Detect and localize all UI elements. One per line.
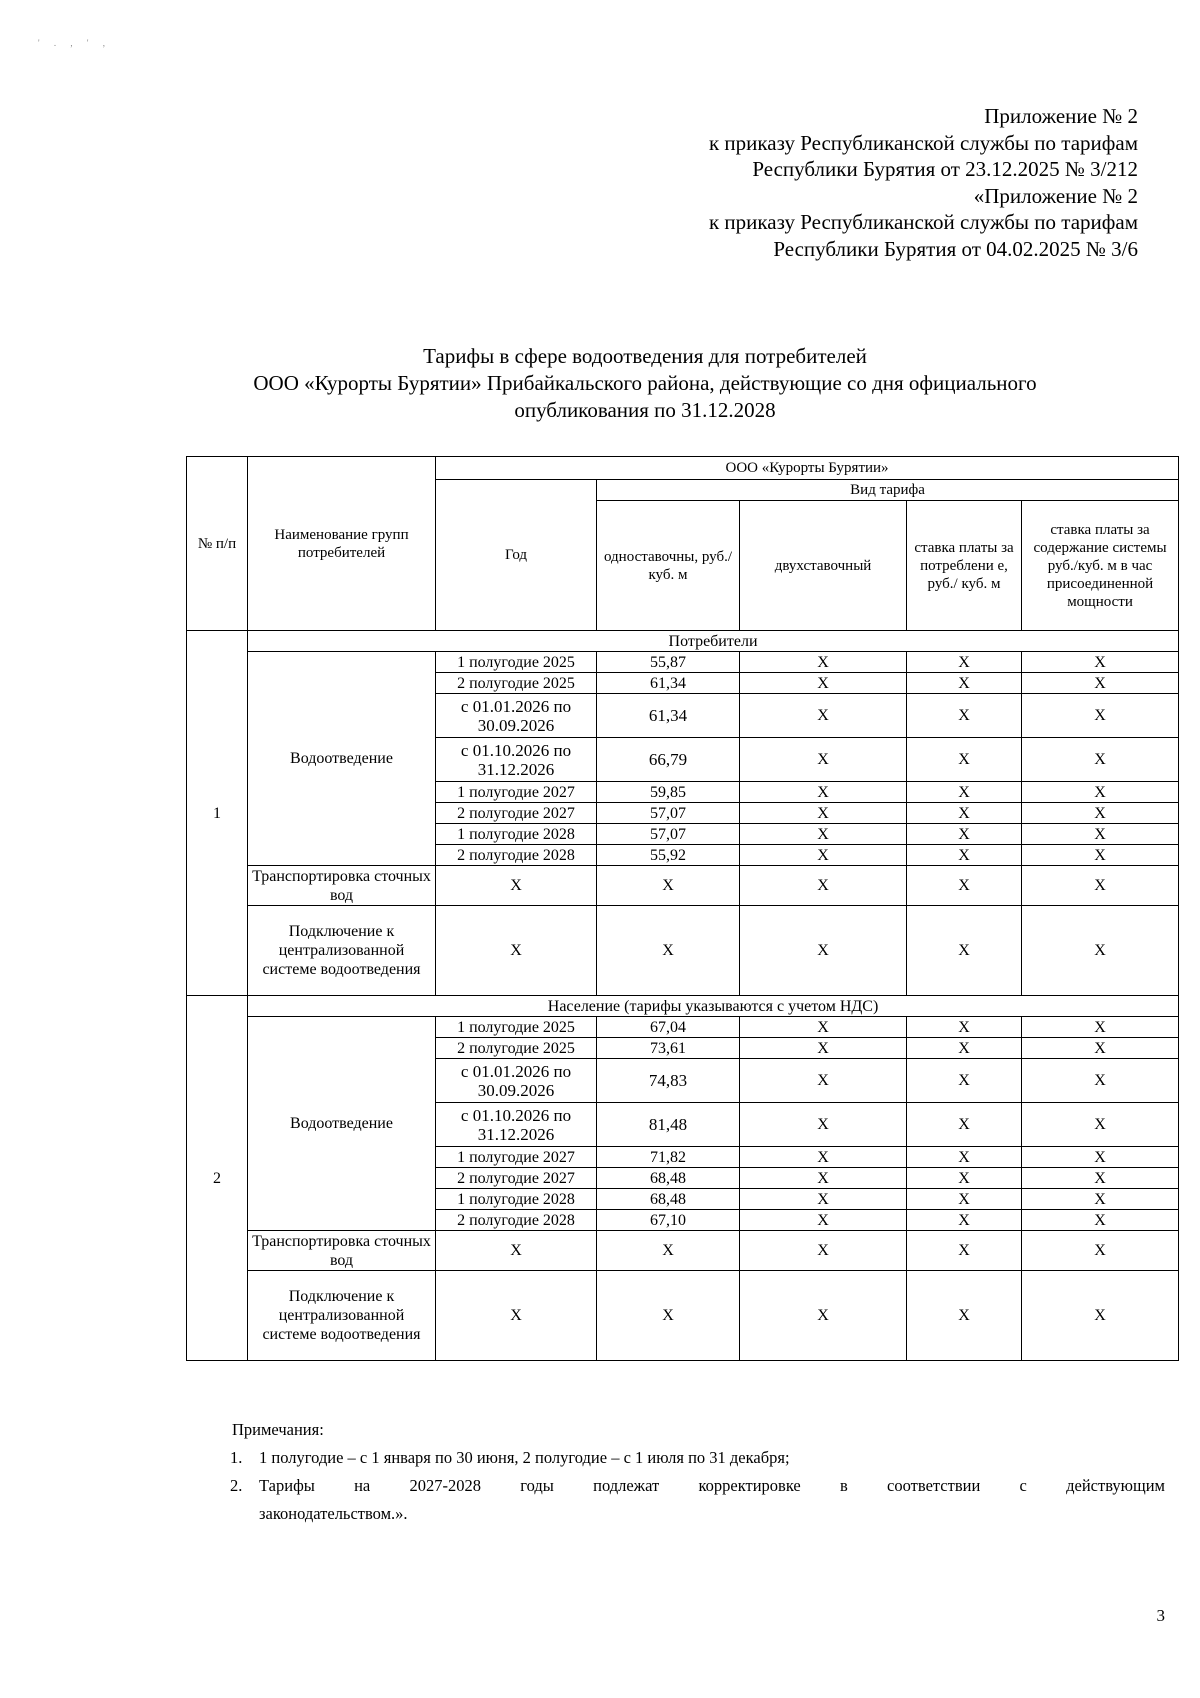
maintenance-rate-cell: X [1022, 1231, 1179, 1271]
two-rate-cell: X [740, 845, 907, 866]
two-rate-cell: X [740, 652, 907, 673]
header-year: Год [436, 480, 597, 631]
year-cell: X [436, 906, 597, 996]
period-cell: 1 полугодие 2025 [436, 652, 597, 673]
single-rate-cell: 81,48 [597, 1103, 740, 1147]
maintenance-rate-cell: X [1022, 1271, 1179, 1361]
section-number: 1 [187, 631, 248, 996]
two-rate-cell: X [740, 866, 907, 906]
maintenance-rate-cell: X [1022, 1038, 1179, 1059]
period-cell: 2 полугодие 2027 [436, 1168, 597, 1189]
period-cell: 2 полугодие 2028 [436, 1210, 597, 1231]
period-cell: 1 полугодие 2027 [436, 782, 597, 803]
header-single-rate: одноставочны, руб./ куб. м [597, 501, 740, 631]
single-rate-cell: 61,34 [597, 673, 740, 694]
period-cell: 1 полугодие 2028 [436, 824, 597, 845]
period-cell: с 01.10.2026 по 31.12.2026 [436, 1103, 597, 1147]
notes [230, 1416, 1165, 1528]
header-line: Республики Бурятия от 23.12.2025 № 3/212 [752, 157, 1138, 181]
maintenance-rate-cell: X [1022, 1059, 1179, 1103]
two-rate-cell: X [740, 1189, 907, 1210]
page-number: 3 [1156, 1606, 1165, 1625]
period-cell: 1 полугодие 2027 [436, 1147, 597, 1168]
single-rate-cell: X [597, 866, 740, 906]
consumption-rate-cell: X [907, 1168, 1022, 1189]
two-rate-cell: X [740, 1103, 907, 1147]
consumption-rate-cell: X [907, 694, 1022, 738]
period-cell: 2 полугодие 2027 [436, 803, 597, 824]
two-rate-cell: X [740, 1017, 907, 1038]
two-rate-cell: X [740, 803, 907, 824]
notes-title: Примечания: [232, 1420, 324, 1439]
single-rate-cell: 67,04 [597, 1017, 740, 1038]
period-cell: с 01.01.2026 по 30.09.2026 [436, 1059, 597, 1103]
note-text: Тарифы на 2027-2028 годы подлежат корректировке в соответствии с действующим [259, 1476, 1165, 1495]
consumption-rate-cell: X [907, 803, 1022, 824]
consumption-rate-cell: X [907, 1017, 1022, 1038]
transport-label: Транспортировка сточных вод [248, 1231, 436, 1271]
year-cell: X [436, 866, 597, 906]
maintenance-rate-cell: X [1022, 906, 1179, 996]
maintenance-rate-cell: X [1022, 782, 1179, 803]
consumption-rate-cell: X [907, 1147, 1022, 1168]
header-consumption-rate: ставка платы за потреблени е, руб./ куб. м [907, 501, 1022, 631]
period-cell: 2 полугодие 2028 [436, 845, 597, 866]
maintenance-rate-cell: X [1022, 1103, 1179, 1147]
section-title: Население (тарифы указываются с учетом НДС) [248, 996, 1179, 1017]
maintenance-rate-cell: X [1022, 673, 1179, 694]
scan-specks: ' . , ' , [38, 38, 111, 48]
two-rate-cell: X [740, 1231, 907, 1271]
service-name: Водоотведение [248, 1017, 436, 1231]
single-rate-cell: 71,82 [597, 1147, 740, 1168]
title-line: ООО «Курорты Бурятии» Прибайкальского района, действующие со дня официального [253, 371, 1037, 395]
consumption-rate-cell: X [907, 782, 1022, 803]
title-line: Тарифы в сфере водоотведения для потребителей [423, 344, 867, 368]
single-rate-cell: 74,83 [597, 1059, 740, 1103]
two-rate-cell: X [740, 1038, 907, 1059]
single-rate-cell: 68,48 [597, 1168, 740, 1189]
header-tariff-type: Вид тарифа [597, 480, 1179, 501]
consumption-rate-cell: X [907, 1059, 1022, 1103]
transport-label: Транспортировка сточных вод [248, 866, 436, 906]
single-rate-cell: 61,34 [597, 694, 740, 738]
single-rate-cell: X [597, 906, 740, 996]
note-item [230, 1444, 1165, 1472]
section-title-row [187, 996, 1179, 1017]
period-cell: 2 полугодие 2025 [436, 673, 597, 694]
header-line: Республики Бурятия от 04.02.2025 № 3/6 [773, 236, 1138, 261]
note-item [230, 1500, 1165, 1528]
two-rate-cell: X [740, 694, 907, 738]
period-cell: с 01.01.2026 по 30.09.2026 [436, 694, 597, 738]
single-rate-cell: 55,87 [597, 652, 740, 673]
year-cell: X [436, 1231, 597, 1271]
single-rate-cell: X [597, 1271, 740, 1361]
single-rate-cell: 59,85 [597, 782, 740, 803]
connection-label: Подключение к централизованной системе водоотведения [248, 906, 436, 996]
two-rate-cell: X [740, 1210, 907, 1231]
maintenance-rate-cell: X [1022, 1189, 1179, 1210]
document-title [190, 343, 1100, 424]
transport-row [187, 1231, 1179, 1271]
two-rate-cell: X [740, 782, 907, 803]
header-line: к приказу Республиканской службы по тарифам [708, 130, 1138, 155]
two-rate-cell: X [740, 1147, 907, 1168]
header-maintenance-rate: ставка платы за содержание системы руб./куб. м в час присоединенной мощности [1022, 501, 1179, 631]
maintenance-rate-cell: X [1022, 803, 1179, 824]
maintenance-rate-cell: X [1022, 845, 1179, 866]
single-rate-cell: 66,79 [597, 738, 740, 782]
period-cell: 1 полугодие 2028 [436, 1189, 597, 1210]
note-text: законодательством.». [259, 1504, 408, 1523]
single-rate-cell: 67,10 [597, 1210, 740, 1231]
consumption-rate-cell: X [907, 738, 1022, 782]
appendix-header [709, 103, 1138, 262]
table-row [187, 1017, 1179, 1038]
single-rate-cell: 55,92 [597, 845, 740, 866]
maintenance-rate-cell: X [1022, 694, 1179, 738]
note-item [230, 1472, 1165, 1500]
consumption-rate-cell: X [907, 652, 1022, 673]
two-rate-cell: X [740, 1168, 907, 1189]
maintenance-rate-cell: X [1022, 1017, 1179, 1038]
header-group: Наименование групп потребителей [248, 457, 436, 631]
consumption-rate-cell: X [907, 673, 1022, 694]
section-title-row [187, 631, 1179, 652]
table-row [187, 652, 1179, 673]
two-rate-cell: X [740, 906, 907, 996]
single-rate-cell: 57,07 [597, 803, 740, 824]
two-rate-cell: X [740, 1059, 907, 1103]
consumption-rate-cell: X [907, 1038, 1022, 1059]
consumption-rate-cell: X [907, 845, 1022, 866]
service-name: Водоотведение [248, 652, 436, 866]
consumption-rate-cell: X [907, 866, 1022, 906]
header-org: ООО «Курорты Бурятии» [436, 457, 1179, 480]
two-rate-cell: X [740, 824, 907, 845]
maintenance-rate-cell: X [1022, 652, 1179, 673]
two-rate-cell: X [740, 673, 907, 694]
consumption-rate-cell: X [907, 1189, 1022, 1210]
year-cell: X [436, 1271, 597, 1361]
consumption-rate-cell: X [907, 906, 1022, 996]
single-rate-cell: 73,61 [597, 1038, 740, 1059]
note-text: 1 полугодие – с 1 января по 30 июня, 2 полугодие – с 1 июля по 31 декабря; [259, 1448, 790, 1467]
connection-row [187, 906, 1179, 996]
maintenance-rate-cell: X [1022, 1147, 1179, 1168]
consumption-rate-cell: X [907, 1271, 1022, 1361]
connection-row [187, 1271, 1179, 1361]
header-num: № п/п [187, 457, 248, 631]
maintenance-rate-cell: X [1022, 1168, 1179, 1189]
single-rate-cell: 57,07 [597, 824, 740, 845]
maintenance-rate-cell: X [1022, 1210, 1179, 1231]
period-cell: 2 полугодие 2025 [436, 1038, 597, 1059]
consumption-rate-cell: X [907, 1103, 1022, 1147]
transport-row [187, 866, 1179, 906]
consumption-rate-cell: X [907, 1231, 1022, 1271]
header-line: Приложение № 2 [984, 104, 1138, 128]
note-number: 2. [230, 1476, 243, 1495]
header-line: «Приложение № 2 [973, 183, 1138, 208]
two-rate-cell: X [740, 1271, 907, 1361]
single-rate-cell: X [597, 1231, 740, 1271]
maintenance-rate-cell: X [1022, 824, 1179, 845]
two-rate-cell: X [740, 738, 907, 782]
connection-label: Подключение к централизованной системе водоотведения [248, 1271, 436, 1361]
maintenance-rate-cell: X [1022, 738, 1179, 782]
title-line: опубликования по 31.12.2028 [514, 398, 776, 422]
maintenance-rate-cell: X [1022, 866, 1179, 906]
period-cell: 1 полугодие 2025 [436, 1017, 597, 1038]
header-line: к приказу Республиканской службы по тарифам [708, 210, 1138, 234]
section-title: Потребители [248, 631, 1179, 652]
section-number: 2 [187, 996, 248, 1361]
period-cell: с 01.10.2026 по 31.12.2026 [436, 738, 597, 782]
tariffs-table [186, 456, 1179, 1361]
single-rate-cell: 68,48 [597, 1189, 740, 1210]
header-two-rate: двухставочный [740, 501, 907, 631]
consumption-rate-cell: X [907, 824, 1022, 845]
consumption-rate-cell: X [907, 1210, 1022, 1231]
note-number: 1. [230, 1448, 243, 1467]
